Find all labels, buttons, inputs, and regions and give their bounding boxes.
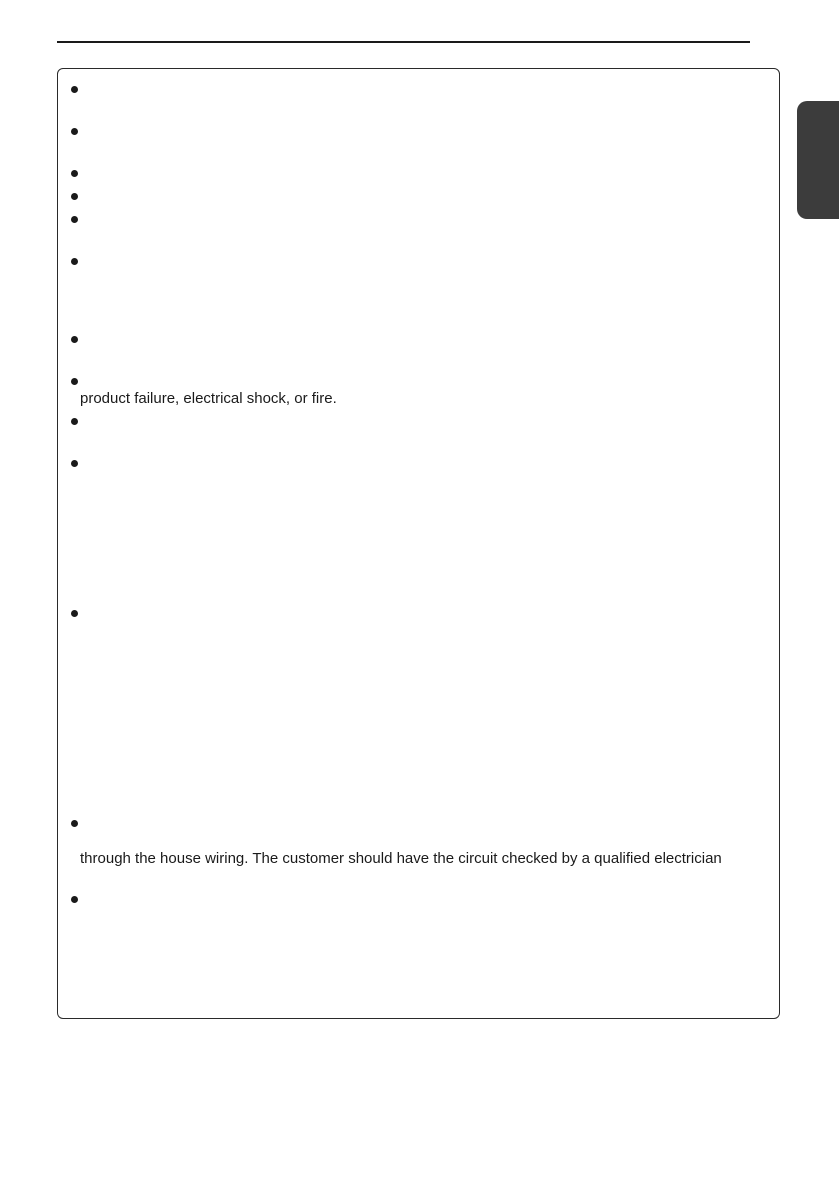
bullet-point	[71, 258, 78, 265]
header-rule	[57, 41, 750, 43]
caution-panel	[57, 68, 780, 1019]
bullet-point	[71, 216, 78, 223]
bullet-point	[71, 86, 78, 93]
bullet-point	[71, 610, 78, 617]
bullet-point	[71, 336, 78, 343]
bullet-point	[71, 128, 78, 135]
bullet-point	[71, 418, 78, 425]
bullet-point	[71, 193, 78, 200]
bullet-point	[71, 460, 78, 467]
bullet-point	[71, 170, 78, 177]
bullet-point	[71, 896, 78, 903]
bullet-point	[71, 378, 78, 385]
failure-text: product failure, electrical shock, or fire.	[80, 390, 337, 407]
language-tab	[797, 101, 839, 219]
wiring-text: through the house wiring. The customer should have the circuit checked by a qualified electrician	[80, 850, 722, 867]
bullet-point	[71, 820, 78, 827]
